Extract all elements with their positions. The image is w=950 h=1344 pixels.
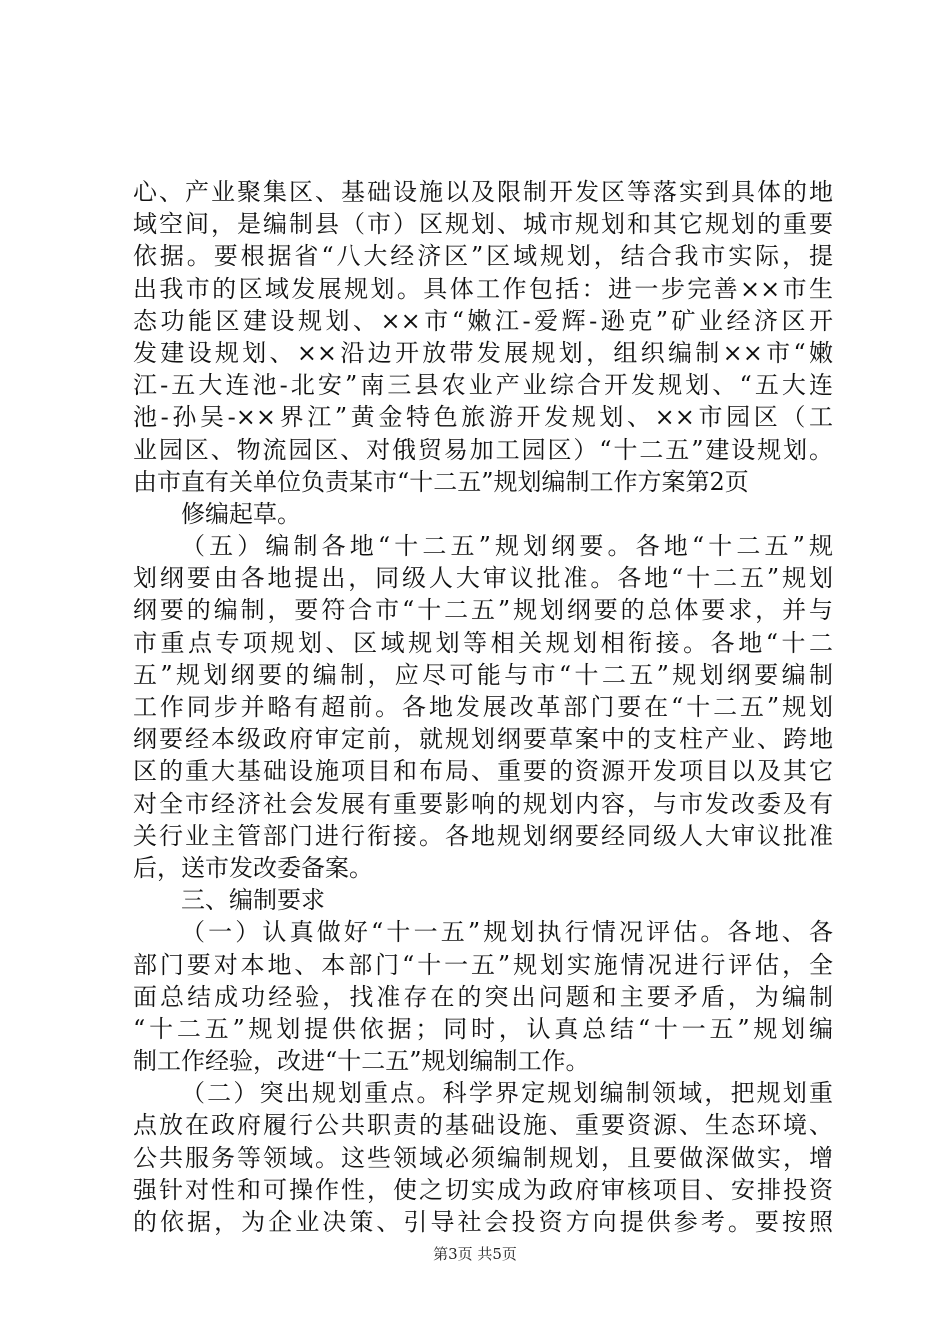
- text-line: （五）编制各地“十二五”规划纲要。各地“十二五”规: [181, 532, 833, 561]
- text-line: 部门要对本地、本部门“十一五”规划实施情况进行评估，全: [133, 950, 833, 979]
- text-line: 公共服务等领域。这些领域必须编制规划，且要做深做实，增: [133, 1143, 833, 1172]
- text-line: 关行业主管部门进行衔接。各地规划纲要经同级人大审议批准: [133, 821, 833, 850]
- text-line: 工作同步并略有超前。各地发展改革部门要在“十二五”规划: [133, 693, 833, 721]
- text-line: 修编起草。: [181, 499, 301, 528]
- text-line: 市重点专项规划、区域规划等相关规划相衔接。各地“十二: [133, 628, 833, 657]
- text-line: 后，送市发改委备案。: [133, 853, 373, 882]
- document-body: [133, 176, 833, 1238]
- text-line: （一）认真做好“十一五”规划执行情况评估。各地、各: [181, 918, 833, 947]
- text-line: 由市直有关单位负责某市“十二五”规划编制工作方案第2页: [133, 467, 749, 496]
- text-line: （二）突出规划重点。科学界定规划编制领域，把规划重: [181, 1079, 833, 1108]
- text-line: 心、产业聚集区、基础设施以及限制开发区等落实到具体的地: [133, 178, 833, 206]
- text-line: 域空间，是编制县（市）区规划、城市规划和其它规划的重要: [133, 210, 833, 239]
- text-line: 池-孙吴-××界江”黄金特色旅游开发规划、××市园区（工: [133, 403, 833, 432]
- text-line: 出我市的区域发展规划。具体工作包括：进一步完善××市生: [133, 274, 833, 303]
- text-line: 划纲要由各地提出，同级人大审议批准。各地“十二五”规划: [133, 564, 833, 593]
- text-line: 依据。要根据省“八大经济区”区域规划，结合我市实际，提: [133, 242, 833, 271]
- text-line: 纲要经本级政府审定前，就规划纲要草案中的支柱产业、跨地: [133, 725, 833, 754]
- text-line: 面总结成功经验，找准存在的突出问题和主要矛盾，为编制: [133, 982, 833, 1011]
- text-line: 纲要的编制，要符合市“十二五”规划纲要的总体要求，并与: [133, 596, 833, 625]
- text-line: 的依据，为企业决策、引导社会投资方向提供参考。要按照: [133, 1208, 833, 1236]
- text-line: 强针对性和可操作性，使之切实成为政府审核项目、安排投资: [133, 1175, 833, 1204]
- text-line: 点放在政府履行公共职责的基础设施、重要资源、生态环境、: [133, 1111, 833, 1140]
- text-line: 区的重大基础设施项目和布局、重要的资源开发项目以及其它: [133, 757, 833, 786]
- text-line: “十二五”规划提供依据；同时，认真总结“十一五”规划编: [133, 1014, 833, 1043]
- text-line: 三、编制要求: [181, 886, 325, 915]
- text-line: 业园区、物流园区、对俄贸易加工园区）“十二五”建设规划。: [133, 435, 833, 464]
- text-line: 五”规划纲要的编制，应尽可能与市“十二五”规划纲要编制: [133, 660, 833, 689]
- text-line: 态功能区建设规划、××市“嫩江-爱辉-逊克”矿业经济区开: [133, 306, 833, 335]
- text-line: 江-五大连池-北安”南三县农业产业综合开发规划、“五大连: [133, 371, 833, 400]
- text-line: 发建设规划、××沿边开放带发展规划，组织编制××市“嫩: [133, 338, 833, 367]
- text-line: 制工作经验，改进“十二五”规划编制工作。: [133, 1047, 590, 1076]
- page-footer: 第3页 共5页: [433, 1245, 517, 1263]
- text-line: 对全市经济社会发展有重要影响的规划内容，与市发改委及有: [133, 789, 833, 818]
